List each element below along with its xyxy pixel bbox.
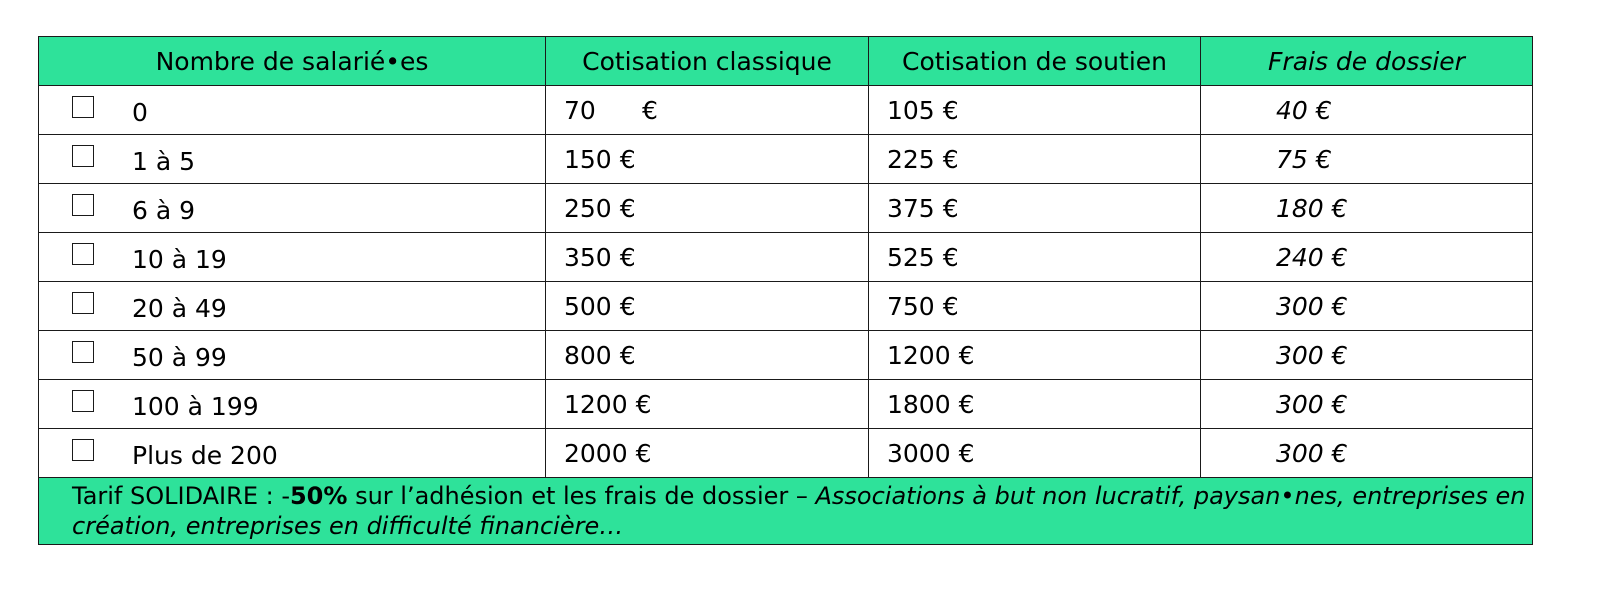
support-cell bbox=[869, 331, 1201, 380]
classic-amount: 1200 bbox=[564, 389, 628, 419]
checkbox[interactable] bbox=[72, 145, 94, 167]
header-fees: Frais de dossier bbox=[1201, 37, 1533, 86]
classic-cell bbox=[546, 86, 869, 135]
classic-currency: € bbox=[619, 242, 636, 272]
table-row bbox=[39, 233, 1533, 282]
table-row bbox=[39, 429, 1533, 478]
employees-cell[interactable] bbox=[39, 184, 546, 233]
checkbox[interactable] bbox=[72, 292, 94, 314]
employees-label: 100 à 199 bbox=[132, 391, 259, 421]
support-cell bbox=[869, 380, 1201, 429]
support-amount: 105 bbox=[887, 95, 935, 125]
support-amount: 3000 bbox=[887, 438, 951, 468]
fees-value: 75 € bbox=[1276, 144, 1332, 174]
employees-cell[interactable] bbox=[39, 233, 546, 282]
fees-value: 300 € bbox=[1276, 291, 1348, 321]
classic-currency: € bbox=[619, 340, 636, 370]
fees-value: 300 € bbox=[1276, 389, 1348, 419]
employees-label: 6 à 9 bbox=[132, 195, 196, 225]
employees-label: 20 à 49 bbox=[132, 293, 227, 323]
classic-cell bbox=[546, 282, 869, 331]
classic-cell bbox=[546, 380, 869, 429]
support-cell bbox=[869, 282, 1201, 331]
classic-currency: € bbox=[619, 193, 636, 223]
employees-label: 1 à 5 bbox=[132, 146, 196, 176]
support-currency: € bbox=[942, 242, 959, 272]
employees-label: 50 à 99 bbox=[132, 342, 227, 372]
support-amount: 1800 bbox=[887, 389, 951, 419]
checkbox[interactable] bbox=[72, 194, 94, 216]
employees-label: 10 à 19 bbox=[132, 244, 227, 274]
fees-cell bbox=[1201, 380, 1533, 429]
support-cell bbox=[869, 135, 1201, 184]
fees-value: 240 € bbox=[1276, 242, 1348, 272]
classic-amount: 800 bbox=[564, 340, 612, 370]
solidarity-note bbox=[39, 478, 1533, 545]
employees-cell[interactable] bbox=[39, 429, 546, 478]
classic-cell bbox=[546, 331, 869, 380]
support-currency: € bbox=[942, 193, 959, 223]
fees-value: 180 € bbox=[1276, 193, 1348, 223]
classic-amount: 150 bbox=[564, 144, 612, 174]
table-row bbox=[39, 86, 1533, 135]
classic-amount: 350 bbox=[564, 242, 612, 272]
checkbox[interactable] bbox=[72, 341, 94, 363]
support-currency: € bbox=[942, 95, 959, 125]
employees-cell[interactable] bbox=[39, 331, 546, 380]
table-footer-row bbox=[39, 478, 1533, 545]
fees-cell bbox=[1201, 331, 1533, 380]
classic-cell bbox=[546, 429, 869, 478]
header-classic: Cotisation classique bbox=[546, 37, 869, 86]
fees-cell bbox=[1201, 135, 1533, 184]
table-header-row bbox=[39, 37, 1533, 86]
support-amount: 1200 bbox=[887, 340, 951, 370]
classic-cell bbox=[546, 184, 869, 233]
support-amount: 750 bbox=[887, 291, 935, 321]
checkbox[interactable] bbox=[72, 243, 94, 265]
classic-amount: 250 bbox=[564, 193, 612, 223]
support-currency: € bbox=[958, 389, 975, 419]
fees-value: 300 € bbox=[1276, 438, 1348, 468]
fees-value: 300 € bbox=[1276, 340, 1348, 370]
employees-cell[interactable] bbox=[39, 135, 546, 184]
classic-amount: 70 bbox=[564, 95, 596, 125]
fees-cell bbox=[1201, 86, 1533, 135]
header-employees: Nombre de salarié•es bbox=[39, 37, 546, 86]
classic-cell bbox=[546, 135, 869, 184]
support-amount: 525 bbox=[887, 242, 935, 272]
support-currency: € bbox=[942, 144, 959, 174]
classic-cell bbox=[546, 233, 869, 282]
support-currency: € bbox=[958, 438, 975, 468]
support-amount: 375 bbox=[887, 193, 935, 223]
employees-cell[interactable] bbox=[39, 380, 546, 429]
header-support: Cotisation de soutien bbox=[869, 37, 1201, 86]
support-cell bbox=[869, 86, 1201, 135]
table-row bbox=[39, 135, 1533, 184]
classic-currency: € bbox=[619, 144, 636, 174]
support-currency: € bbox=[958, 340, 975, 370]
classic-currency: € bbox=[635, 389, 652, 419]
classic-currency: € bbox=[619, 291, 636, 321]
fees-cell bbox=[1201, 282, 1533, 331]
employees-label: Plus de 200 bbox=[132, 440, 278, 470]
support-cell bbox=[869, 429, 1201, 478]
table-body bbox=[39, 86, 1533, 478]
support-currency: € bbox=[942, 291, 959, 321]
support-cell bbox=[869, 233, 1201, 282]
employees-label: 0 bbox=[132, 97, 148, 127]
fees-cell bbox=[1201, 233, 1533, 282]
table-row bbox=[39, 282, 1533, 331]
classic-currency: € bbox=[642, 95, 658, 125]
table-row bbox=[39, 184, 1533, 233]
classic-currency: € bbox=[635, 438, 652, 468]
checkbox[interactable] bbox=[72, 439, 94, 461]
support-amount: 225 bbox=[887, 144, 935, 174]
classic-amount: 500 bbox=[564, 291, 612, 321]
pricing-table bbox=[38, 36, 1533, 545]
checkbox[interactable] bbox=[72, 390, 94, 412]
solidarity-middle: sur l’adhésion et les frais de dossier – bbox=[347, 482, 816, 510]
employees-cell[interactable] bbox=[39, 282, 546, 331]
fees-cell bbox=[1201, 184, 1533, 233]
fees-value: 40 € bbox=[1276, 95, 1332, 125]
table-row bbox=[39, 380, 1533, 429]
checkbox[interactable] bbox=[72, 96, 94, 118]
table-row bbox=[39, 331, 1533, 380]
support-cell bbox=[869, 184, 1201, 233]
employees-cell[interactable] bbox=[39, 86, 546, 135]
classic-amount: 2000 bbox=[564, 438, 628, 468]
solidarity-prefix: Tarif SOLIDAIRE : - bbox=[72, 482, 290, 510]
solidarity-discount: 50% bbox=[289, 482, 348, 510]
fees-cell bbox=[1201, 429, 1533, 478]
solidarity-beneficiaries: Associations à but non lucratif, paysan•nes, entreprises en création, entreprises en difficulté financière… bbox=[72, 482, 1526, 540]
